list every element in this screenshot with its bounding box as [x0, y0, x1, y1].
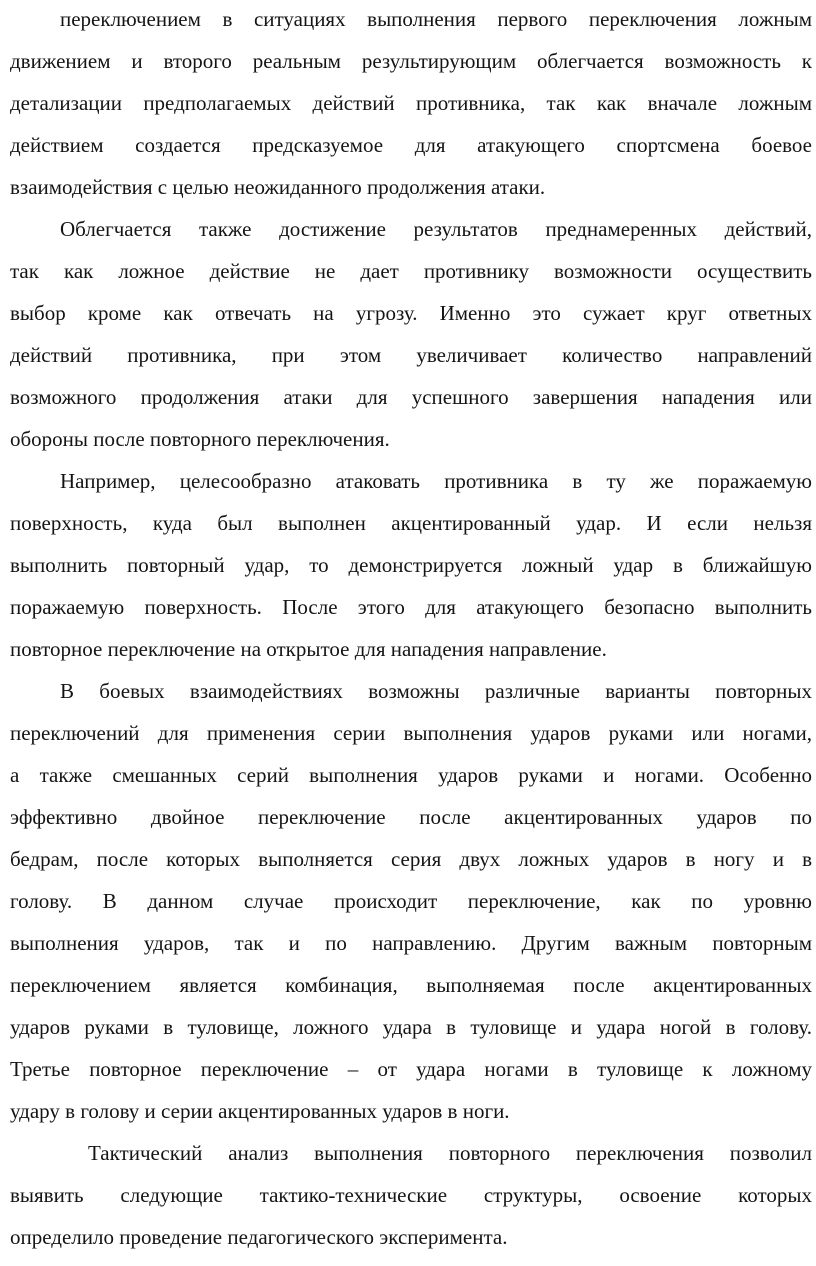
- text-line: поверхность, куда был выполнен акцентированный удар. И если нельзя: [10, 511, 812, 535]
- text-line: так как ложное действие не дает противнику возможности осуществить: [10, 259, 812, 283]
- text-line: определило проведение педагогического эксперимента.: [10, 1225, 508, 1249]
- text-line: переключением является комбинация, выполняемая после акцентированных: [10, 973, 812, 997]
- text-line: детализации предполагаемых действий противника, так как вначале ложным: [10, 91, 812, 115]
- text-line: выбор кроме как отвечать на угрозу. Именно это сужает круг ответных: [10, 301, 812, 325]
- text-line: возможного продолжения атаки для успешного завершения нападения или: [10, 385, 812, 409]
- text-line: выполнить повторный удар, то демонстрируется ложный удар в ближайшую: [10, 553, 812, 577]
- text-line: выявить следующие тактико-технические структуры, освоение которых: [10, 1183, 812, 1207]
- text-line: действием создается предсказуемое для атакующего спортсмена боевое: [10, 133, 812, 157]
- text-line: поражаемую поверхность. После этого для атакующего безопасно выполнить: [10, 595, 812, 619]
- text-line: действий противника, при этом увеличивает количество направлений: [10, 343, 812, 367]
- text-line: повторное переключение на открытое для нападения направление.: [10, 637, 607, 661]
- text-line: голову. В данном случае происходит переключение, как по уровню: [10, 889, 812, 913]
- text-line: переключений для применения серии выполнения ударов руками или ногами,: [10, 721, 812, 745]
- document-page: [10, 0, 816, 1266]
- text-line: Например, целесообразно атаковать противника в ту же поражаемую: [60, 469, 812, 493]
- text-line: переключением в ситуациях выполнения первого переключения ложным: [60, 7, 812, 31]
- text-line: выполнения ударов, так и по направлению. Другим важным повторным: [10, 931, 812, 955]
- text-line: Третье повторное переключение – от удара ногами в туловище к ложному: [10, 1057, 812, 1081]
- text-line: движением и второго реальным результирующим облегчается возможность к: [10, 49, 812, 73]
- text-line: обороны после повторного переключения.: [10, 427, 390, 451]
- text-line: В боевых взаимодействиях возможны различные варианты повторных: [60, 679, 812, 703]
- text-line: эффективно двойное переключение после акцентированных ударов по: [10, 805, 812, 829]
- text-line: бедрам, после которых выполняется серия двух ложных ударов в ногу и в: [10, 847, 812, 871]
- text-line: а также смешанных серий выполнения ударов руками и ногами. Особенно: [10, 763, 812, 787]
- text-line: ударов руками в туловище, ложного удара в туловище и удара ногой в голову.: [10, 1015, 812, 1039]
- text-line: Тактический анализ выполнения повторного переключения позволил: [88, 1141, 812, 1165]
- text-line: Облегчается также достижение результатов преднамеренных действий,: [60, 217, 812, 241]
- text-line: удару в голову и серии акцентированных ударов в ноги.: [10, 1099, 510, 1123]
- text-line: взаимодействия с целью неожиданного продолжения атаки.: [10, 175, 546, 199]
